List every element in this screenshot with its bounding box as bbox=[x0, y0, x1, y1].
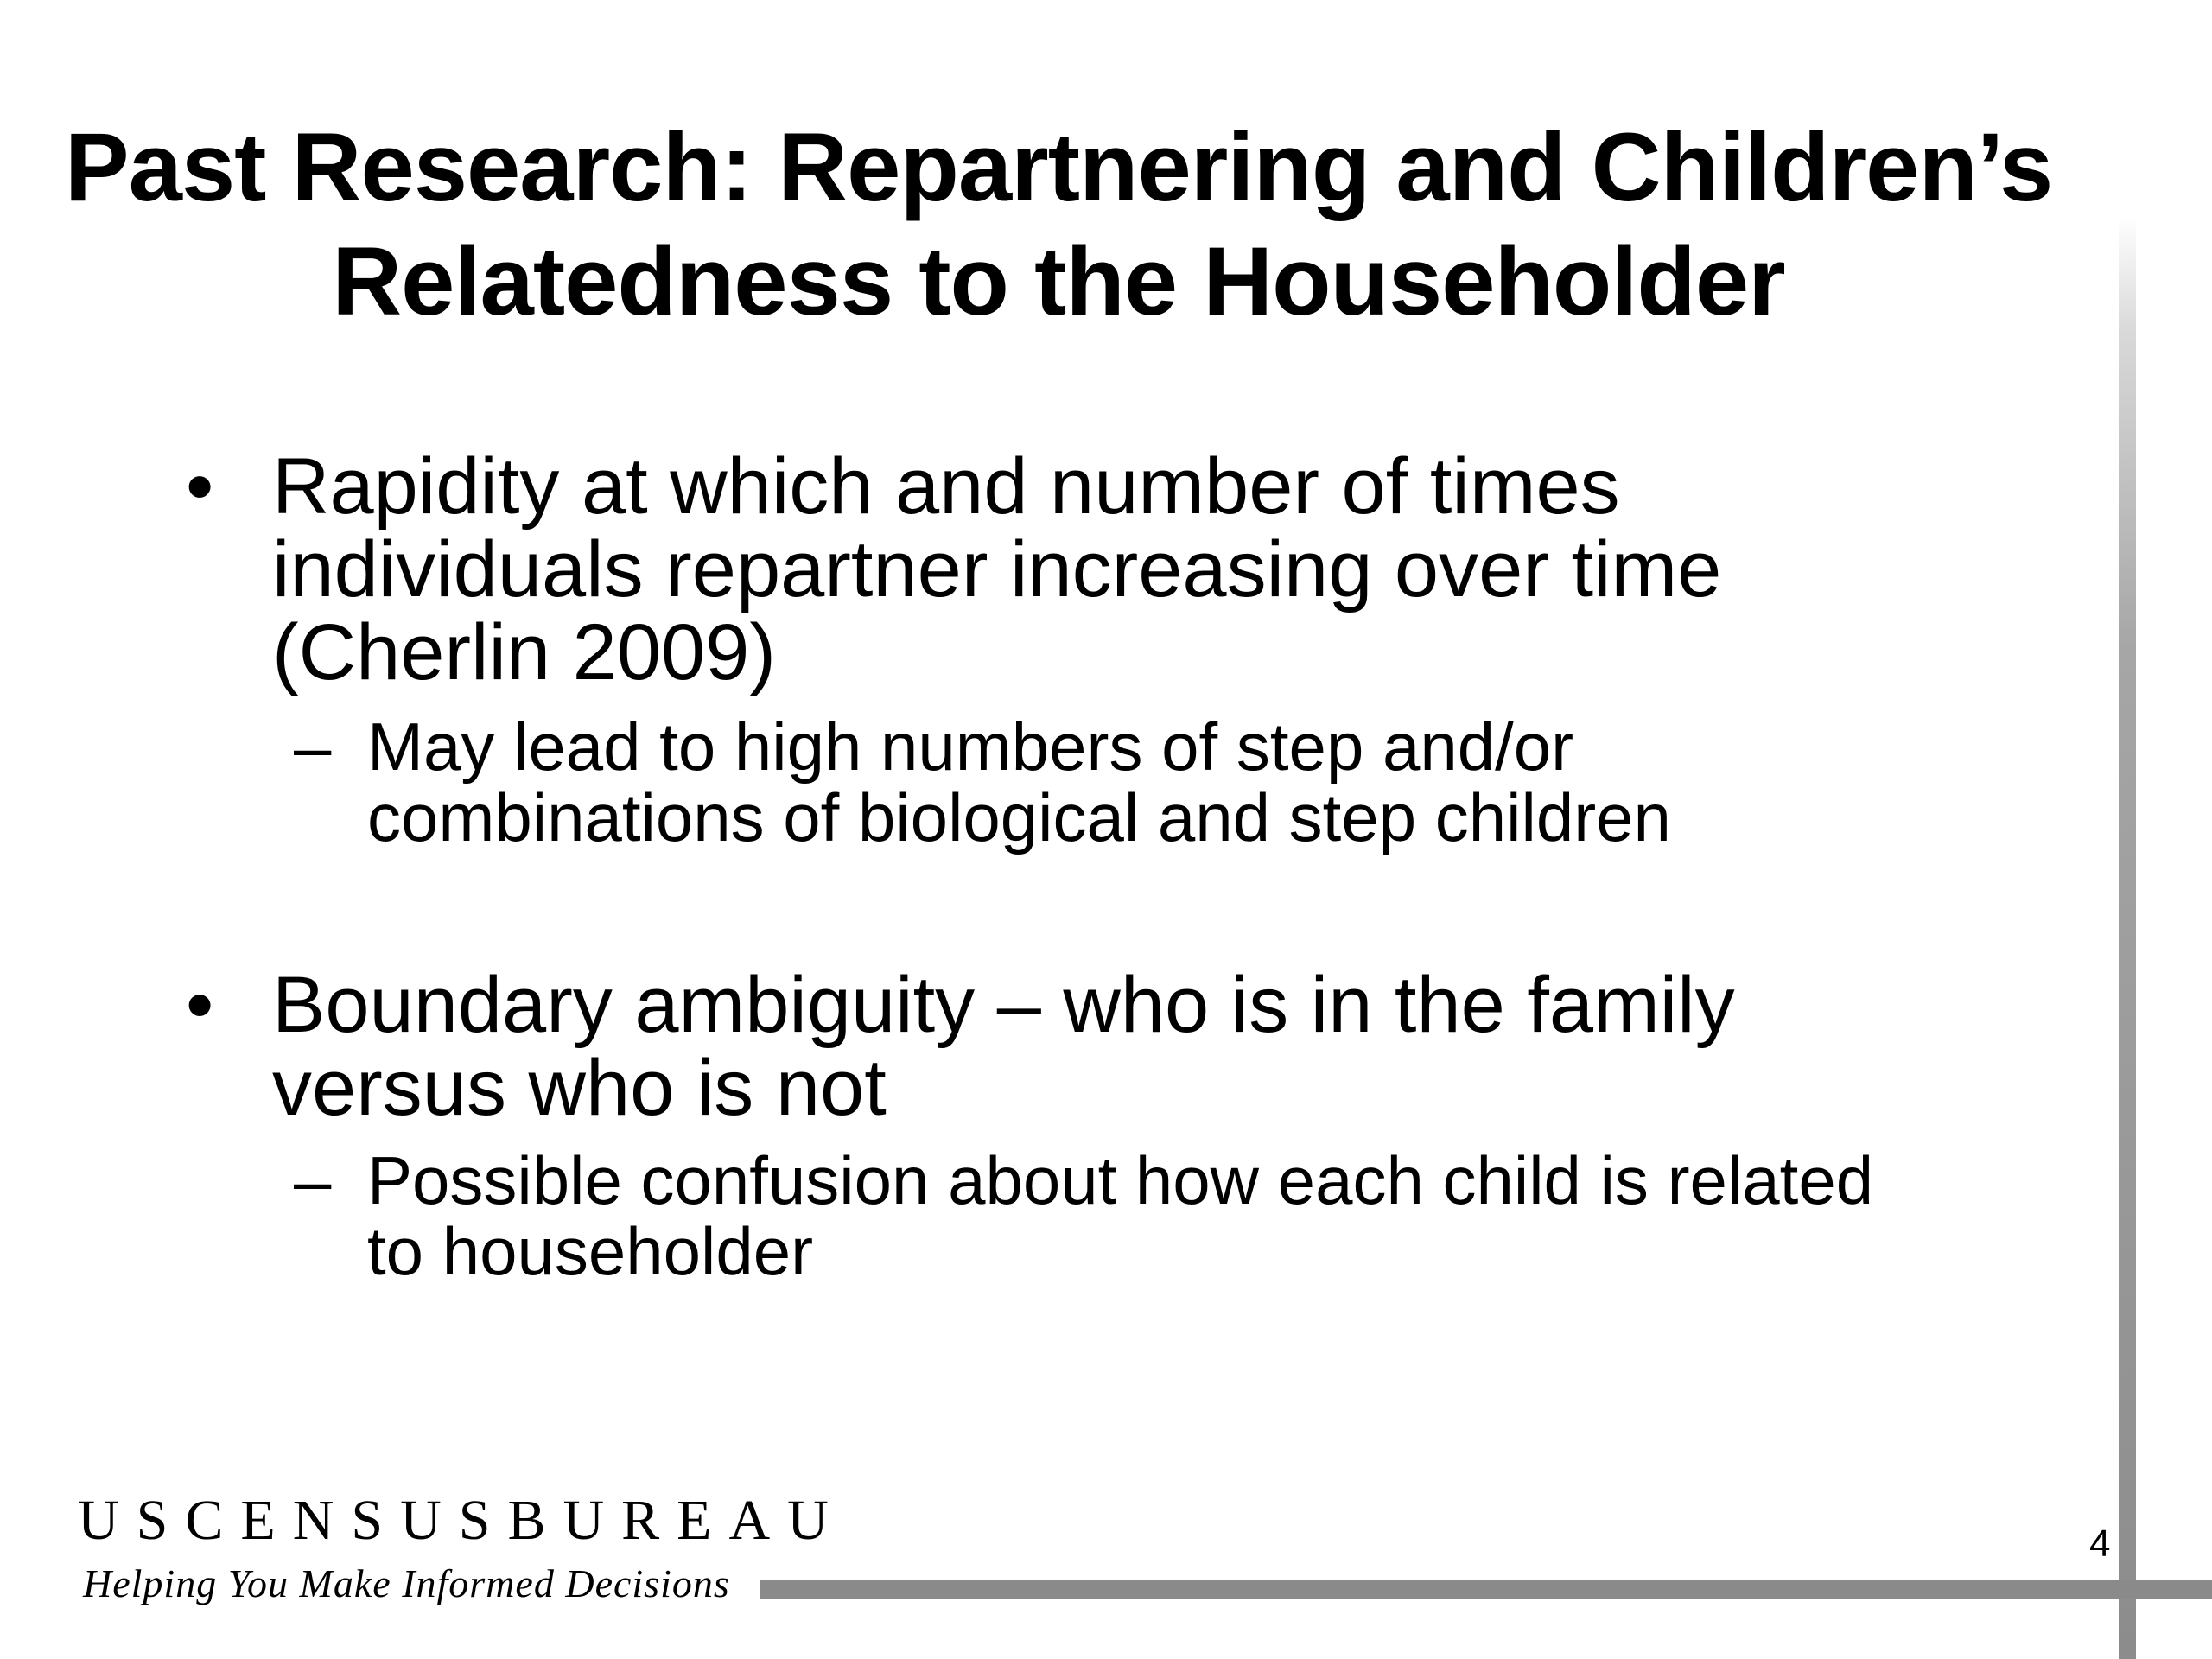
bullet-marker: • bbox=[186, 961, 214, 1049]
frame-horizontal-line bbox=[760, 1580, 2212, 1599]
bullet-2-text bbox=[272, 961, 2000, 1132]
sub-bullet-marker: – bbox=[294, 1142, 332, 1218]
sub-bullet-2-line-1: Possible confusion about how each child is related bbox=[367, 1142, 1874, 1218]
title-line-1: Past Research: Repartnering and Children’s bbox=[64, 113, 2053, 221]
bullet-2-line-2: versus who is not bbox=[272, 1044, 887, 1132]
slide-title bbox=[0, 111, 2117, 339]
title-line-2: Relatedness to the Householder bbox=[332, 227, 1785, 335]
census-bureau-logo: USCENSUSBUREAU bbox=[78, 1489, 846, 1552]
bullet-1-line-1: Rapidity at which and number of times bbox=[272, 442, 1620, 531]
sub-bullet-1-line-2: combinations of biological and step children bbox=[367, 779, 1671, 855]
bullet-1-line-2: individuals repartner increasing over time bbox=[272, 525, 1722, 613]
frame-vertical-line bbox=[2119, 216, 2136, 1659]
bullet-1-line-3: (Cherlin 2009) bbox=[272, 608, 776, 696]
sub-bullet-2-line-2: to householder bbox=[367, 1213, 814, 1289]
sub-bullet-2-text bbox=[367, 1142, 2095, 1289]
sub-bullet-marker: – bbox=[294, 709, 332, 785]
bullet-marker: • bbox=[186, 442, 214, 531]
sub-bullet-1-line-1: May lead to high numbers of step and/or bbox=[367, 709, 1574, 785]
bullet-2-line-1: Boundary ambiguity – who is in the family bbox=[272, 961, 1735, 1049]
sub-bullet-1-text bbox=[367, 711, 2095, 853]
page-number: 4 bbox=[2089, 1522, 2111, 1565]
bullet-1-text bbox=[272, 442, 2000, 696]
logo-tagline: Helping You Make Informed Decisions bbox=[83, 1561, 730, 1605]
